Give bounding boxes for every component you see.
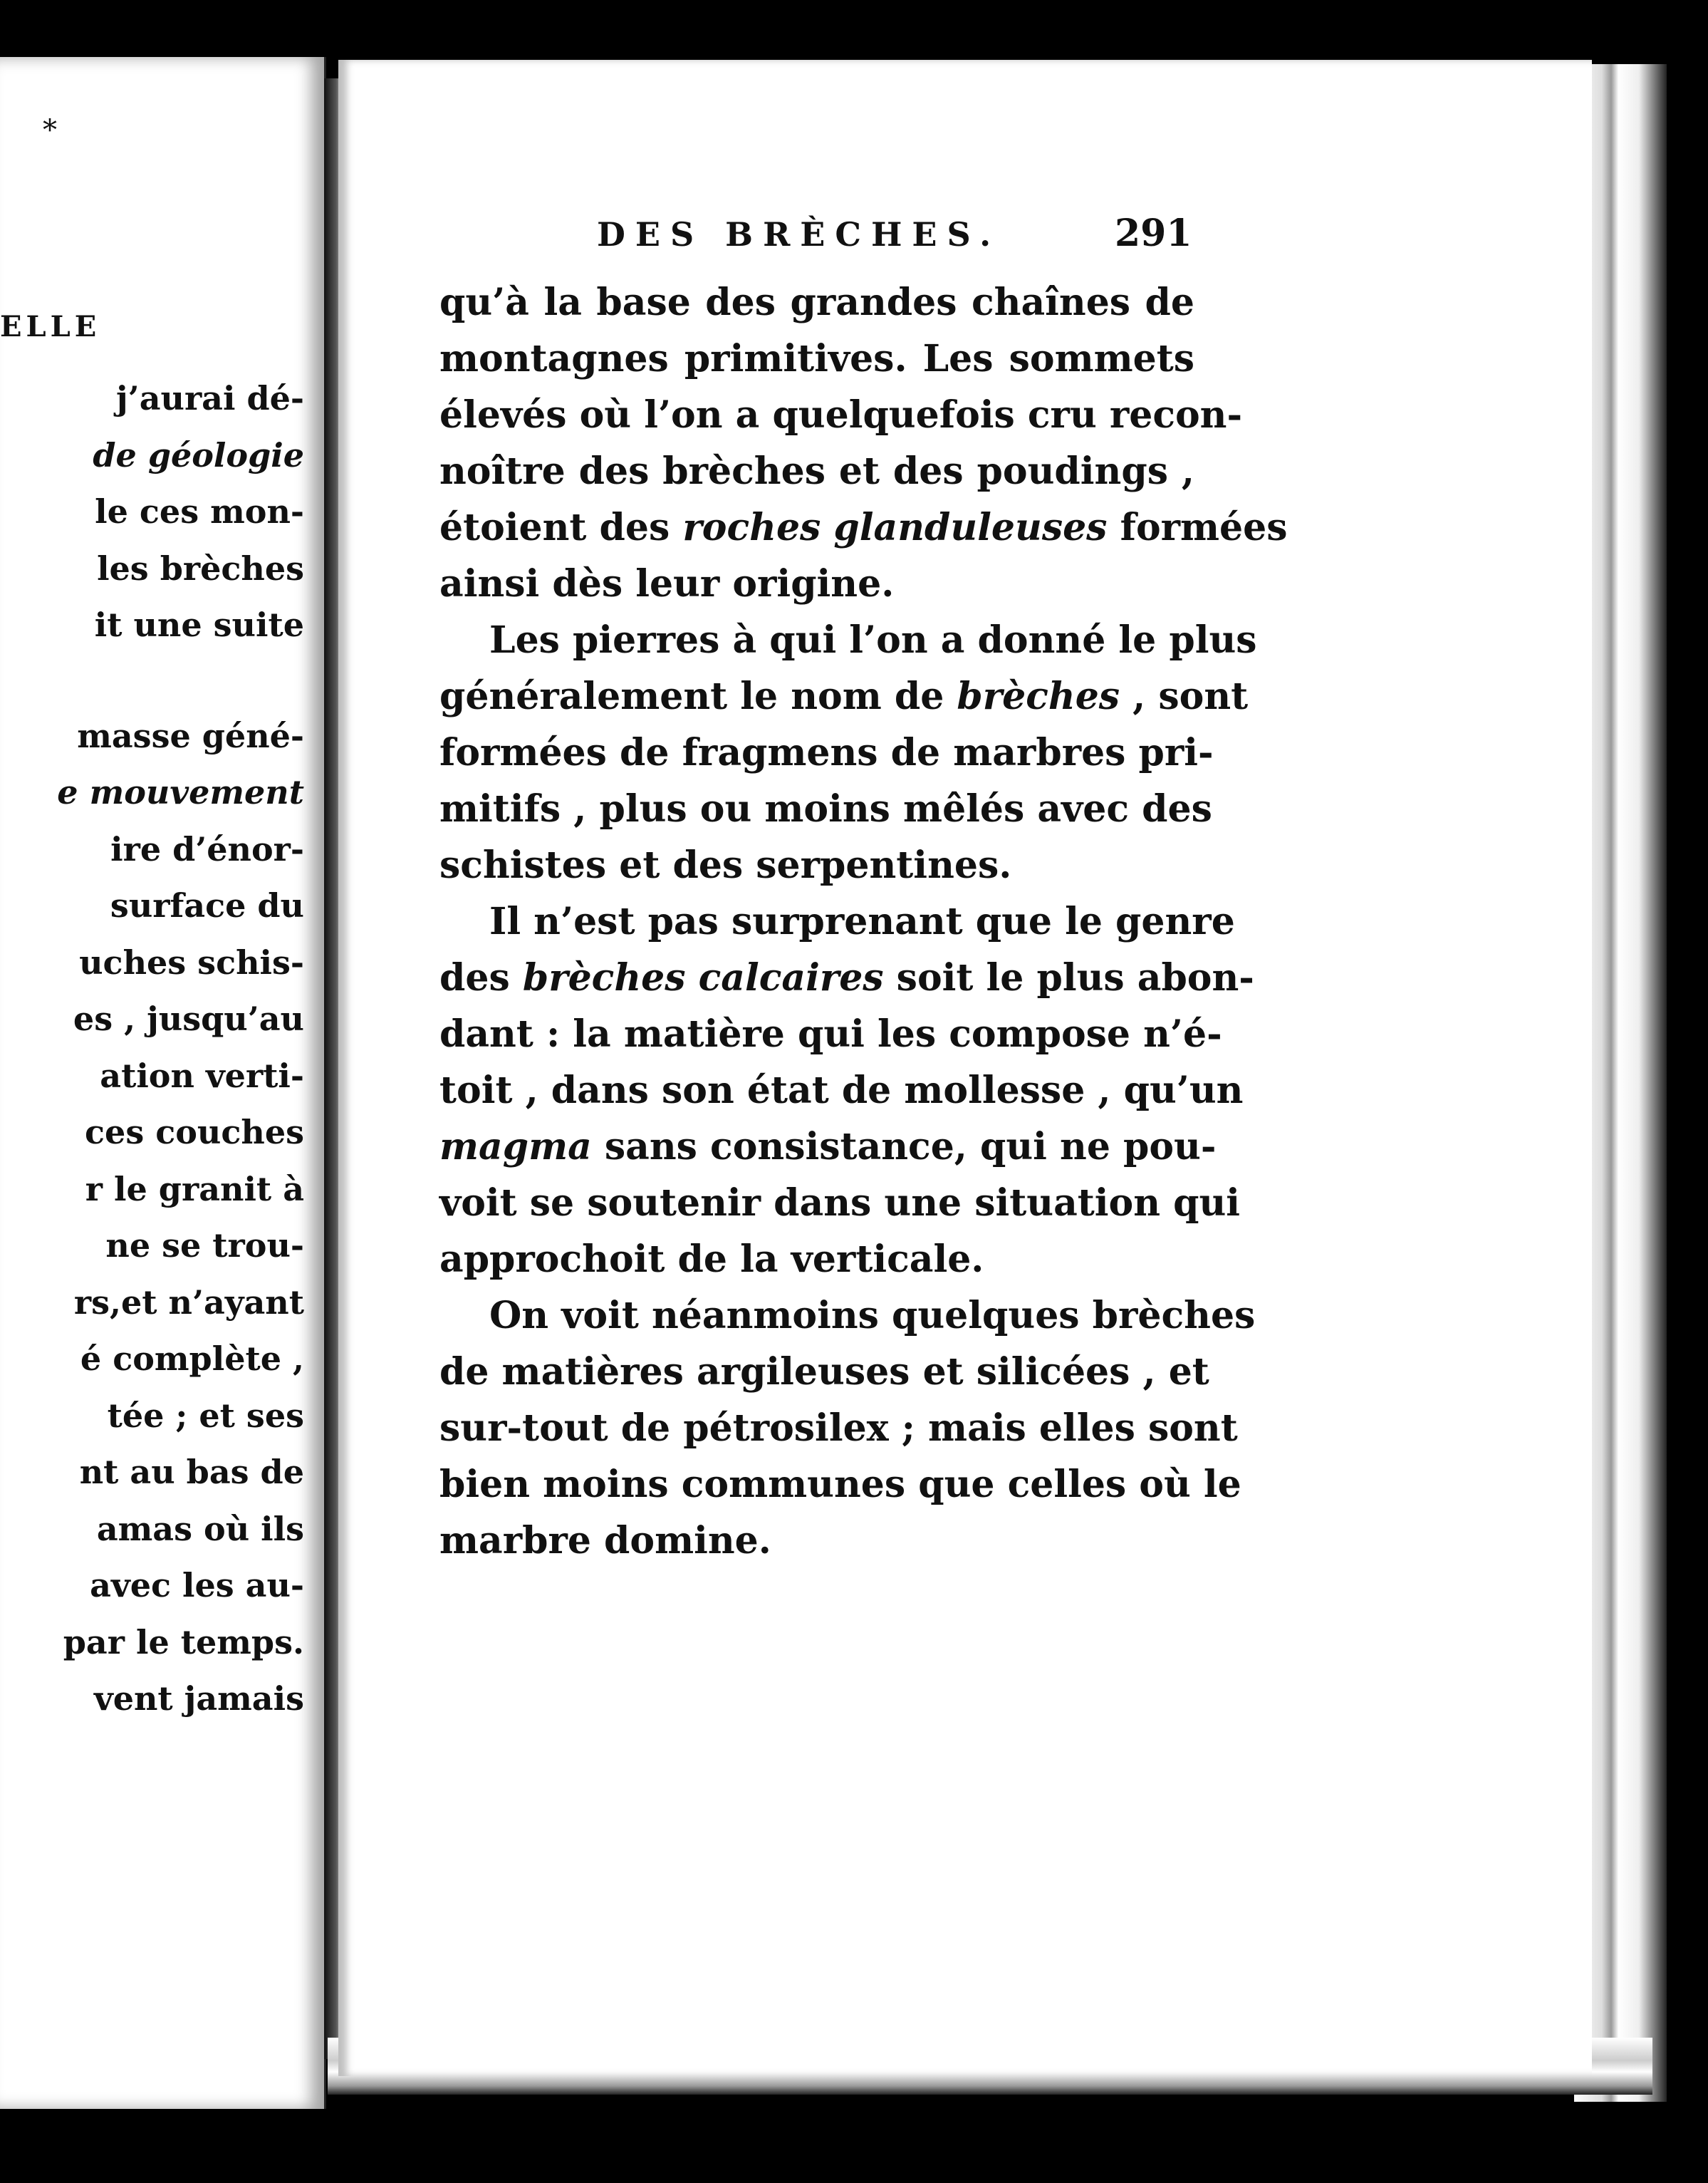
left-running-head-fragment: ELLE [0,310,101,343]
left-line: ation verti- [100,1056,304,1095]
italic-term: roches glanduleuses [682,506,1108,549]
text-run: , sont [1120,675,1249,718]
running-head: DES BRÈCHES. [597,215,1001,254]
text-run: formées [1107,506,1288,549]
text-line [439,668,1249,725]
italic-term: magma [439,1125,592,1168]
left-line: rs,et n’ayant [73,1282,304,1322]
italic-term: brèches calcaires [522,956,884,1000]
left-line: e mouvement [57,773,304,812]
text-line: toit , dans son état de mollesse , qu’un [439,1069,1244,1112]
text-run: généralement le nom de [439,675,957,718]
text-line: mitifs , plus ou moins mêlés avec des [439,787,1212,831]
left-line: r le granit à [85,1169,304,1208]
text-line: qu’à la base des grandes chaînes de [439,281,1194,324]
text-line: montagnes primitives. Les sommets [439,337,1194,380]
text-line [439,950,1254,1006]
text-line: sur-tout de pétrosilex ; mais elles sont [439,1406,1238,1450]
text-line: approchoit de la verticale. [439,1238,984,1281]
text-line: élevés où l’on a quelquefois cru recon- [439,393,1243,437]
left-line: nt au bas de [79,1453,304,1491]
text-line: Il n’est pas surprenant que le genre [489,900,1235,943]
text-line: Les pierres à qui l’on a donné le plus [489,618,1257,662]
left-line [0,654,304,708]
text-line: ainsi dès leur origine. [439,562,895,606]
left-line: vent jamais [93,1679,304,1718]
left-line: masse géné- [77,716,304,755]
text-run: soit le plus abon- [883,956,1254,1000]
ink-mark: * [43,114,57,147]
text-line: noître des brèches et des poudings , [439,450,1194,493]
text-line: de matières argileuses et silicées , et [439,1350,1209,1394]
left-line: amas où ils [96,1509,304,1548]
left-line: ire d’énor- [110,829,304,868]
left-line: ne se trou- [105,1226,304,1265]
text-line: formées de fragmens de marbres pri- [439,731,1214,774]
left-line: tée ; et ses [107,1396,304,1435]
left-line: surface du [110,886,304,925]
left-line: es , jusqu’au [73,1000,304,1038]
text-line [439,499,1288,556]
left-line: j’aurai dé- [116,379,304,418]
left-line: é complète , [80,1339,304,1378]
previous-page [0,57,326,2109]
italic-term: brèches [957,675,1120,718]
text-line: dant : la matière qui les compose n’é- [439,1012,1222,1056]
left-line: de géologie [93,435,304,475]
left-line: les brèches [97,549,304,588]
left-page-text [0,370,304,1728]
text-line: bien moins communes que celles où le [439,1463,1241,1506]
left-line: le ces mon- [95,492,304,531]
left-line: it une suite [94,606,304,644]
text-line: schistes et des serpentines. [439,844,1012,887]
text-line: voit se soutenir dans une situation qui [439,1181,1241,1225]
text-run: des [439,956,523,1000]
text-run: sans consistance, qui ne pou- [591,1125,1217,1168]
page-number: 291 [1115,212,1192,255]
left-line: ces couches [85,1113,304,1151]
text-line [439,1119,1217,1175]
left-line: avec les au- [90,1566,304,1604]
text-line: marbre domine. [439,1519,771,1562]
page-body-text [439,274,1288,1569]
text-line: On voit néanmoins quelques brèches [489,1294,1256,1337]
left-line: par le temps. [63,1622,304,1661]
left-line: uches schis- [79,943,304,982]
text-run: étoient des [439,506,683,549]
